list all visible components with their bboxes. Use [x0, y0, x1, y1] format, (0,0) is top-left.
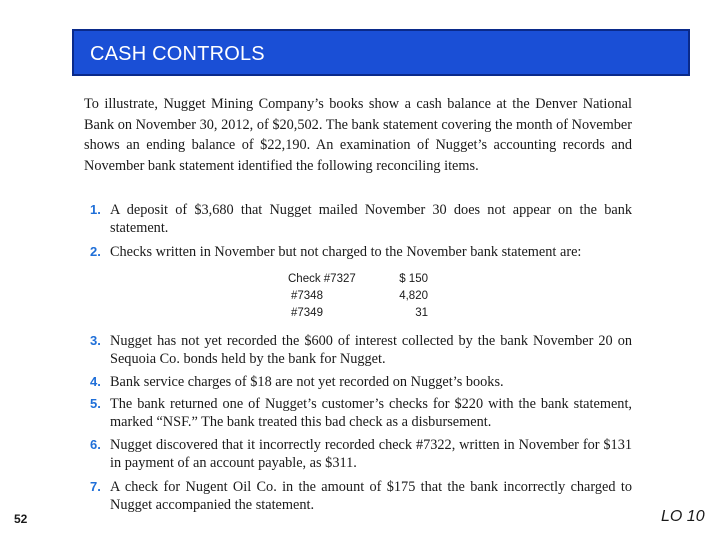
check-amount: $ 150: [399, 273, 428, 285]
list-item: [90, 395, 632, 431]
intro-paragraph: To illustrate, Nugget Mining Company’s books show a cash balance at the Denver National Bank on November 30, 2012, of $20,502. The bank statement covering the month of November shows an ending balance of $22,190. An examination of Nugget’s accounting records and November bank statement identified the following reconciling items.: [84, 96, 632, 174]
item-text: Nugget has not yet recorded the $600 of interest collected by the bank November 20 on Sequoia Co. bonds held by the bank for Nugget.: [110, 333, 632, 367]
slide-title: CASH CONTROLS: [90, 43, 265, 65]
item-text: A check for Nugent Oil Co. in the amount of $175 that the bank incorrectly charged to Nugget accompanied the statement.: [110, 479, 632, 513]
check-row: [288, 305, 428, 322]
page-number: 52: [14, 512, 28, 526]
item-number: 2.: [90, 244, 101, 259]
check-number: #7348: [291, 290, 323, 302]
item-number: 3.: [90, 333, 101, 348]
list-item: [90, 373, 632, 391]
check-number: Check #7327: [288, 273, 356, 285]
title-banner: [72, 29, 690, 76]
item-number: 6.: [90, 437, 101, 452]
item-text: Nugget discovered that it incorrectly recorded check #7322, written in November for $131 in payment of an account payable, as $311.: [110, 437, 632, 471]
item-text: A deposit of $3,680 that Nugget mailed November 30 does not appear on the bank statement.: [110, 202, 632, 236]
learning-objective-label: LO 10: [661, 508, 705, 525]
check-row: [288, 288, 428, 305]
check-number: #7349: [291, 307, 323, 319]
item-number: 1.: [90, 202, 101, 217]
list-item: [90, 243, 632, 261]
item-text: The bank returned one of Nugget’s customer’s checks for $220 with the bank statement, marked “NSF.” The bank treated this bad check as a disbursement.: [110, 396, 632, 430]
list-item: [90, 201, 632, 237]
check-amount: 4,820: [399, 290, 428, 302]
list-item: [90, 478, 632, 514]
item-number: 4.: [90, 374, 101, 389]
item-number: 7.: [90, 479, 101, 494]
checks-table: [288, 271, 428, 322]
check-row: [288, 271, 428, 288]
list-item: [90, 332, 632, 368]
list-item: [90, 436, 632, 472]
item-text: Checks written in November but not charged to the November bank statement are:: [110, 244, 582, 260]
item-number: 5.: [90, 396, 101, 411]
check-amount: 31: [415, 307, 428, 319]
item-text: Bank service charges of $18 are not yet recorded on Nugget’s books.: [110, 374, 504, 390]
